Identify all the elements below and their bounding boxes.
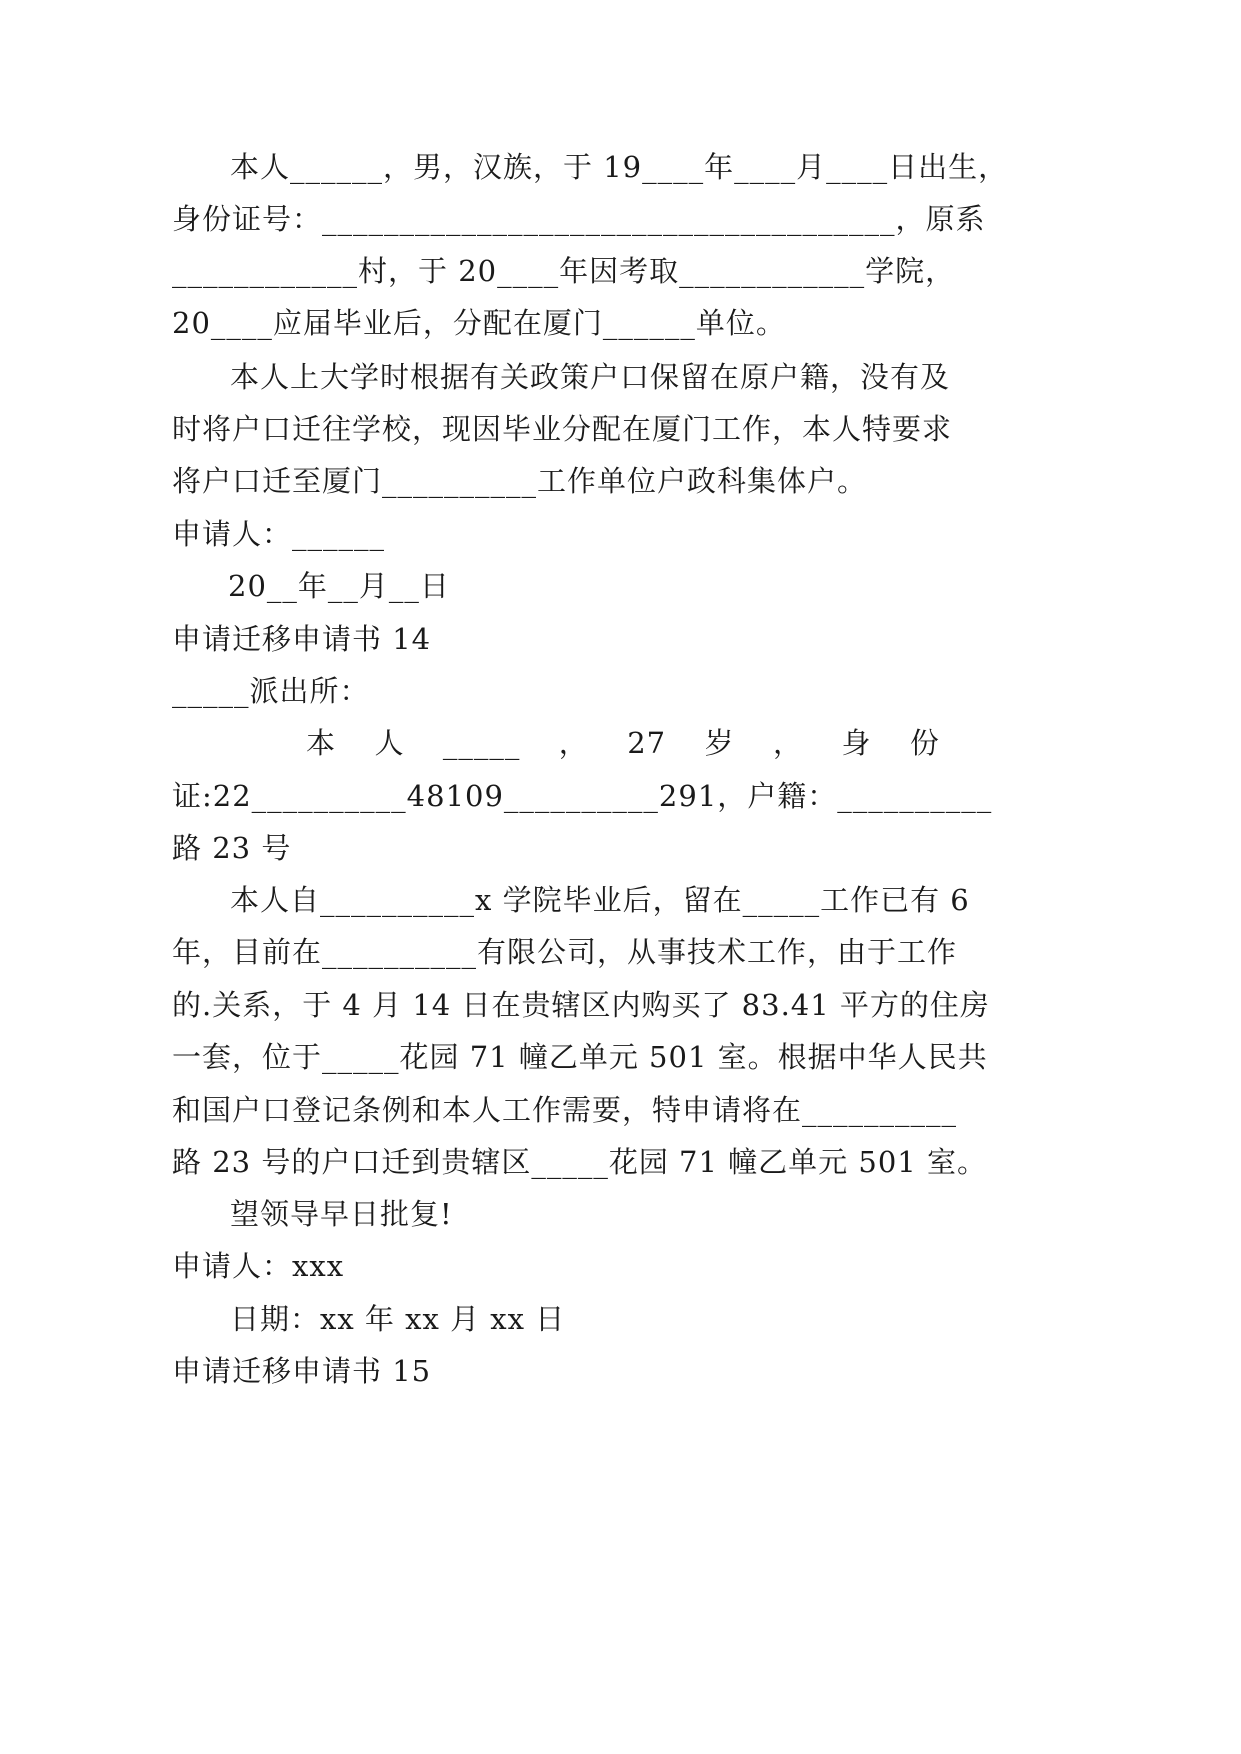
section-title-15: 申请迁移申请书 15 xyxy=(172,1354,432,1388)
road-number-line: 路 23 号 xyxy=(172,831,292,865)
paragraph-1-line-2: 身份证号：_____________________________________，原系 xyxy=(172,202,986,236)
paragraph-3-line-6: 路 23 号的户口迁到贵辖区_____花园 71 幢乙单元 501 室。 xyxy=(172,1145,987,1179)
applicant-signature-1: 申请人：______ xyxy=(172,517,386,551)
spread-token: ， xyxy=(558,726,589,760)
id-household-line: 证:22__________48109__________291，户籍：__________ xyxy=(172,779,993,813)
paragraph-1-line-4: 20____应届毕业后，分配在厦门______单位。 xyxy=(172,306,786,340)
spread-token: 岁 xyxy=(704,726,735,760)
addressee-line: _____派出所： xyxy=(172,674,370,708)
applicant-signature-2: 申请人：xxx xyxy=(172,1249,345,1283)
paragraph-3-line-2: 年，目前在__________有限公司，从事技术工作，由于工作 xyxy=(172,935,958,969)
spread-line xyxy=(306,714,940,772)
paragraph-3-line-5: 和国户口登记条例和本人工作需要，特申请将在__________ xyxy=(172,1093,958,1127)
paragraph-2-line-2: 时将户口迁往学校，现因毕业分配在厦门工作，本人特要求 xyxy=(172,412,953,446)
paragraph-1-line-1: 本人______，男，汉族，于 19____年____月____日出生， xyxy=(230,150,1009,184)
spread-token: 份 xyxy=(909,726,940,760)
spread-token: 人 xyxy=(374,726,405,760)
paragraph-1-line-3: ____________村，于 20____年因考取____________学院， xyxy=(172,254,956,288)
date-line-1: 20__年__月__日 xyxy=(228,569,450,603)
paragraph-3-line-3: 的.关系，于 4 月 14 日在贵辖区内购买了 83.41 平方的住房 xyxy=(172,988,990,1022)
spread-token: 本 xyxy=(306,726,337,760)
spread-token: ， xyxy=(773,726,804,760)
spread-token: 27 xyxy=(627,726,667,760)
paragraph-2-line-3: 将户口迁至厦门__________工作单位户政科集体户。 xyxy=(172,464,868,498)
closing-line: 望领导早日批复! xyxy=(230,1197,453,1231)
paragraph-3-line-4: 一套，位于_____花园 71 幢乙单元 501 室。根据中华人民共 xyxy=(172,1040,988,1074)
paragraph-3-line-1: 本人自__________x 学院毕业后，留在_____工作已有 6 xyxy=(230,883,970,917)
date-line-2: 日期：xx 年 xx 月 xx 日 xyxy=(230,1302,566,1336)
spread-token: 身 xyxy=(841,726,872,760)
spread-token: _____ xyxy=(442,726,521,760)
section-title-14: 申请迁移申请书 14 xyxy=(172,622,432,656)
paragraph-2-line-1: 本人上大学时根据有关政策户口保留在原户籍，没有及 xyxy=(230,360,951,394)
